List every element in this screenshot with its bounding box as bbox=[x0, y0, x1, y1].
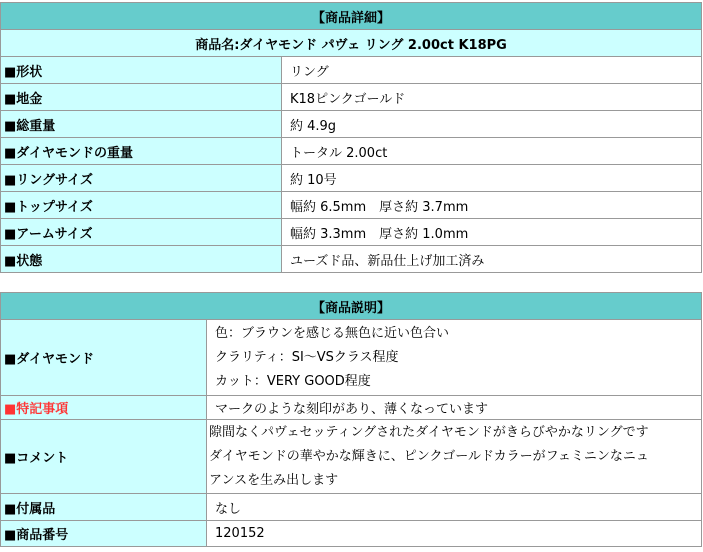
details-header: 【商品詳細】 bbox=[1, 3, 702, 30]
diamond-label: ■ダイヤモンド bbox=[1, 320, 207, 396]
comment-line: アンスを生み出します bbox=[209, 472, 339, 488]
special-notes-label: ■特記事項 bbox=[1, 396, 207, 420]
diamond-clarity-line: クラリティ：SI～VSクラス程度 bbox=[215, 349, 399, 365]
comment-label: ■コメント bbox=[1, 420, 207, 494]
row-label-shape: ■形状 bbox=[1, 57, 282, 84]
comment-line: ダイヤモンドの華やかな輝きに、ピンクゴールドカラーがフェミニンなニュ bbox=[209, 448, 649, 464]
table-row bbox=[1, 320, 702, 396]
product-number-label: ■商品番号 bbox=[1, 521, 207, 547]
special-notes-value: マークのような刻印があり、薄くなっています bbox=[207, 396, 702, 420]
table-row bbox=[1, 84, 702, 111]
row-value-condition: ユーズド品、新品仕上げ加工済み bbox=[282, 246, 702, 273]
diamond-cut-line: カット：VERY GOOD程度 bbox=[215, 373, 371, 389]
table-row bbox=[1, 494, 702, 521]
accessories-label: ■付属品 bbox=[1, 494, 207, 521]
table-row bbox=[1, 192, 702, 219]
product-name: 商品名:ダイヤモンド パヴェ リング 2.00ct K18PG bbox=[1, 30, 702, 57]
row-value-total-weight: 約 4.9g bbox=[282, 111, 702, 138]
table-row bbox=[1, 521, 702, 547]
row-label-total-weight: ■総重量 bbox=[1, 111, 282, 138]
product-number-value: 120152 bbox=[207, 521, 702, 547]
product-details-table bbox=[0, 2, 702, 273]
row-label-diamond-weight: ■ダイヤモンドの重量 bbox=[1, 138, 282, 165]
row-value-arm-size: 幅約 3.3mm 厚さ約 1.0mm bbox=[282, 219, 702, 246]
row-value-ring-size: 約 10号 bbox=[282, 165, 702, 192]
row-value-diamond-weight: トータル 2.00ct bbox=[282, 138, 702, 165]
table-row bbox=[1, 111, 702, 138]
table-row bbox=[1, 420, 702, 494]
comment-value bbox=[207, 420, 702, 494]
row-label-metal: ■地金 bbox=[1, 84, 282, 111]
row-value-metal: K18ピンクゴールド bbox=[282, 84, 702, 111]
description-header: 【商品説明】 bbox=[1, 293, 702, 320]
table-row bbox=[1, 138, 702, 165]
diamond-color-line: 色：ブラウンを感じる無色に近い色合い bbox=[215, 325, 450, 341]
table-row bbox=[1, 396, 702, 420]
table-row bbox=[1, 219, 702, 246]
table-row bbox=[1, 57, 702, 84]
row-label-ring-size: ■リングサイズ bbox=[1, 165, 282, 192]
row-value-top-size: 幅約 6.5mm 厚さ約 3.7mm bbox=[282, 192, 702, 219]
table-row bbox=[1, 246, 702, 273]
diamond-value bbox=[207, 320, 702, 396]
row-label-condition: ■状態 bbox=[1, 246, 282, 273]
table-row bbox=[1, 165, 702, 192]
row-label-arm-size: ■アームサイズ bbox=[1, 219, 282, 246]
comment-line: 隙間なくパヴェセッティングされたダイヤモンドがきらびやかなリングです bbox=[209, 424, 649, 440]
row-label-top-size: ■トップサイズ bbox=[1, 192, 282, 219]
accessories-value: なし bbox=[207, 494, 702, 521]
product-description-table bbox=[0, 292, 702, 547]
row-value-shape: リング bbox=[282, 57, 702, 84]
